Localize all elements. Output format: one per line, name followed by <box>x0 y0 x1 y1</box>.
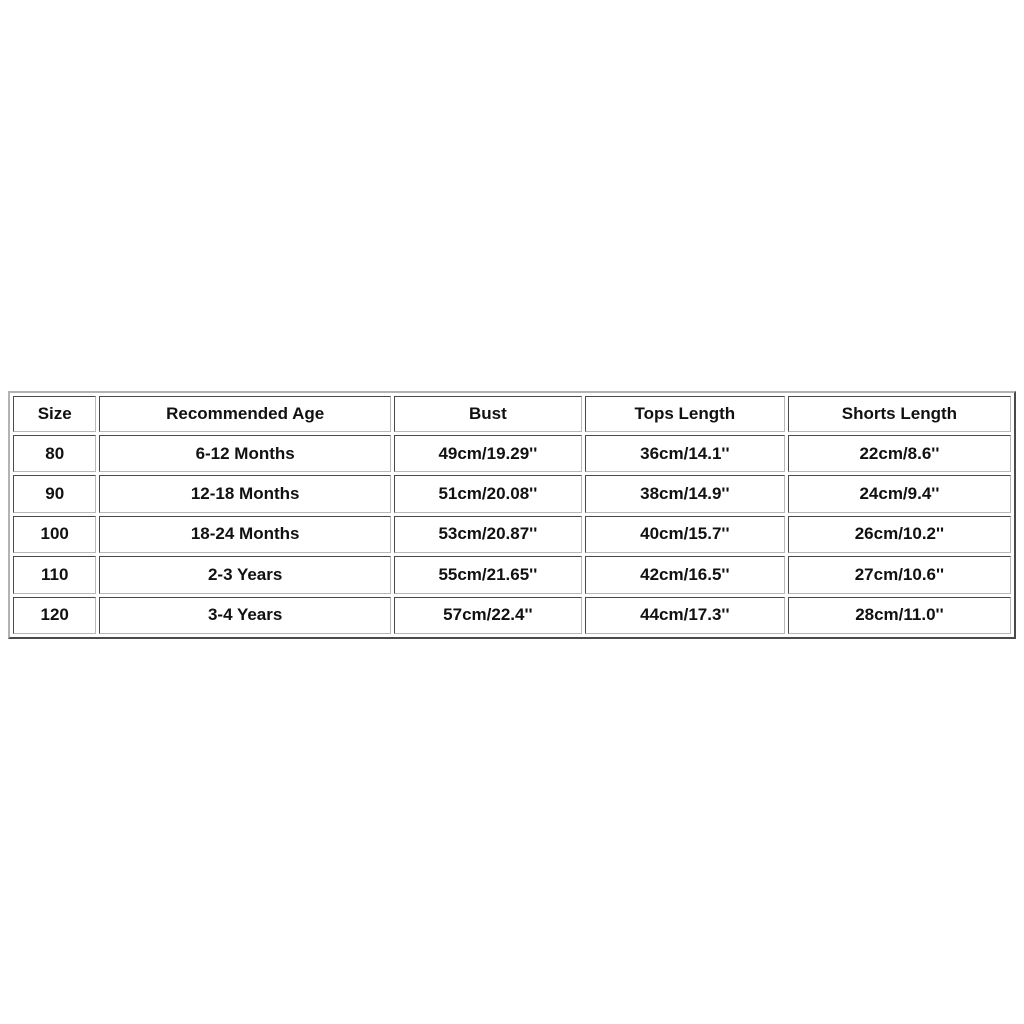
cell-bust: 55cm/21.65'' <box>394 556 582 593</box>
cell-age: 6-12 Months <box>99 435 390 472</box>
cell-size: 80 <box>13 435 96 472</box>
table-row <box>13 597 1011 634</box>
cell-bust: 51cm/20.08'' <box>394 475 582 512</box>
cell-bust: 49cm/19.29'' <box>394 435 582 472</box>
cell-size: 110 <box>13 556 96 593</box>
cell-age: 2-3 Years <box>99 556 390 593</box>
table-row <box>13 435 1011 472</box>
cell-shorts-length: 22cm/8.6'' <box>788 435 1011 472</box>
cell-tops-length: 36cm/14.1'' <box>585 435 785 472</box>
cell-tops-length: 40cm/15.7'' <box>585 516 785 553</box>
cell-age: 12-18 Months <box>99 475 390 512</box>
cell-tops-length: 42cm/16.5'' <box>585 556 785 593</box>
cell-age: 3-4 Years <box>99 597 390 634</box>
cell-size: 120 <box>13 597 96 634</box>
size-chart-table <box>8 391 1016 639</box>
table-row <box>13 556 1011 593</box>
header-shorts-length: Shorts Length <box>788 396 1011 432</box>
cell-size: 100 <box>13 516 96 553</box>
cell-shorts-length: 27cm/10.6'' <box>788 556 1011 593</box>
cell-age: 18-24 Months <box>99 516 390 553</box>
header-recommended-age: Recommended Age <box>99 396 390 432</box>
cell-bust: 57cm/22.4'' <box>394 597 582 634</box>
header-size: Size <box>13 396 96 432</box>
cell-shorts-length: 24cm/9.4'' <box>788 475 1011 512</box>
header-tops-length: Tops Length <box>585 396 785 432</box>
header-row <box>13 396 1011 432</box>
table-row <box>13 475 1011 512</box>
cell-shorts-length: 26cm/10.2'' <box>788 516 1011 553</box>
header-bust: Bust <box>394 396 582 432</box>
cell-bust: 53cm/20.87'' <box>394 516 582 553</box>
cell-size: 90 <box>13 475 96 512</box>
table-row <box>13 516 1011 553</box>
cell-tops-length: 38cm/14.9'' <box>585 475 785 512</box>
cell-shorts-length: 28cm/11.0'' <box>788 597 1011 634</box>
cell-tops-length: 44cm/17.3'' <box>585 597 785 634</box>
